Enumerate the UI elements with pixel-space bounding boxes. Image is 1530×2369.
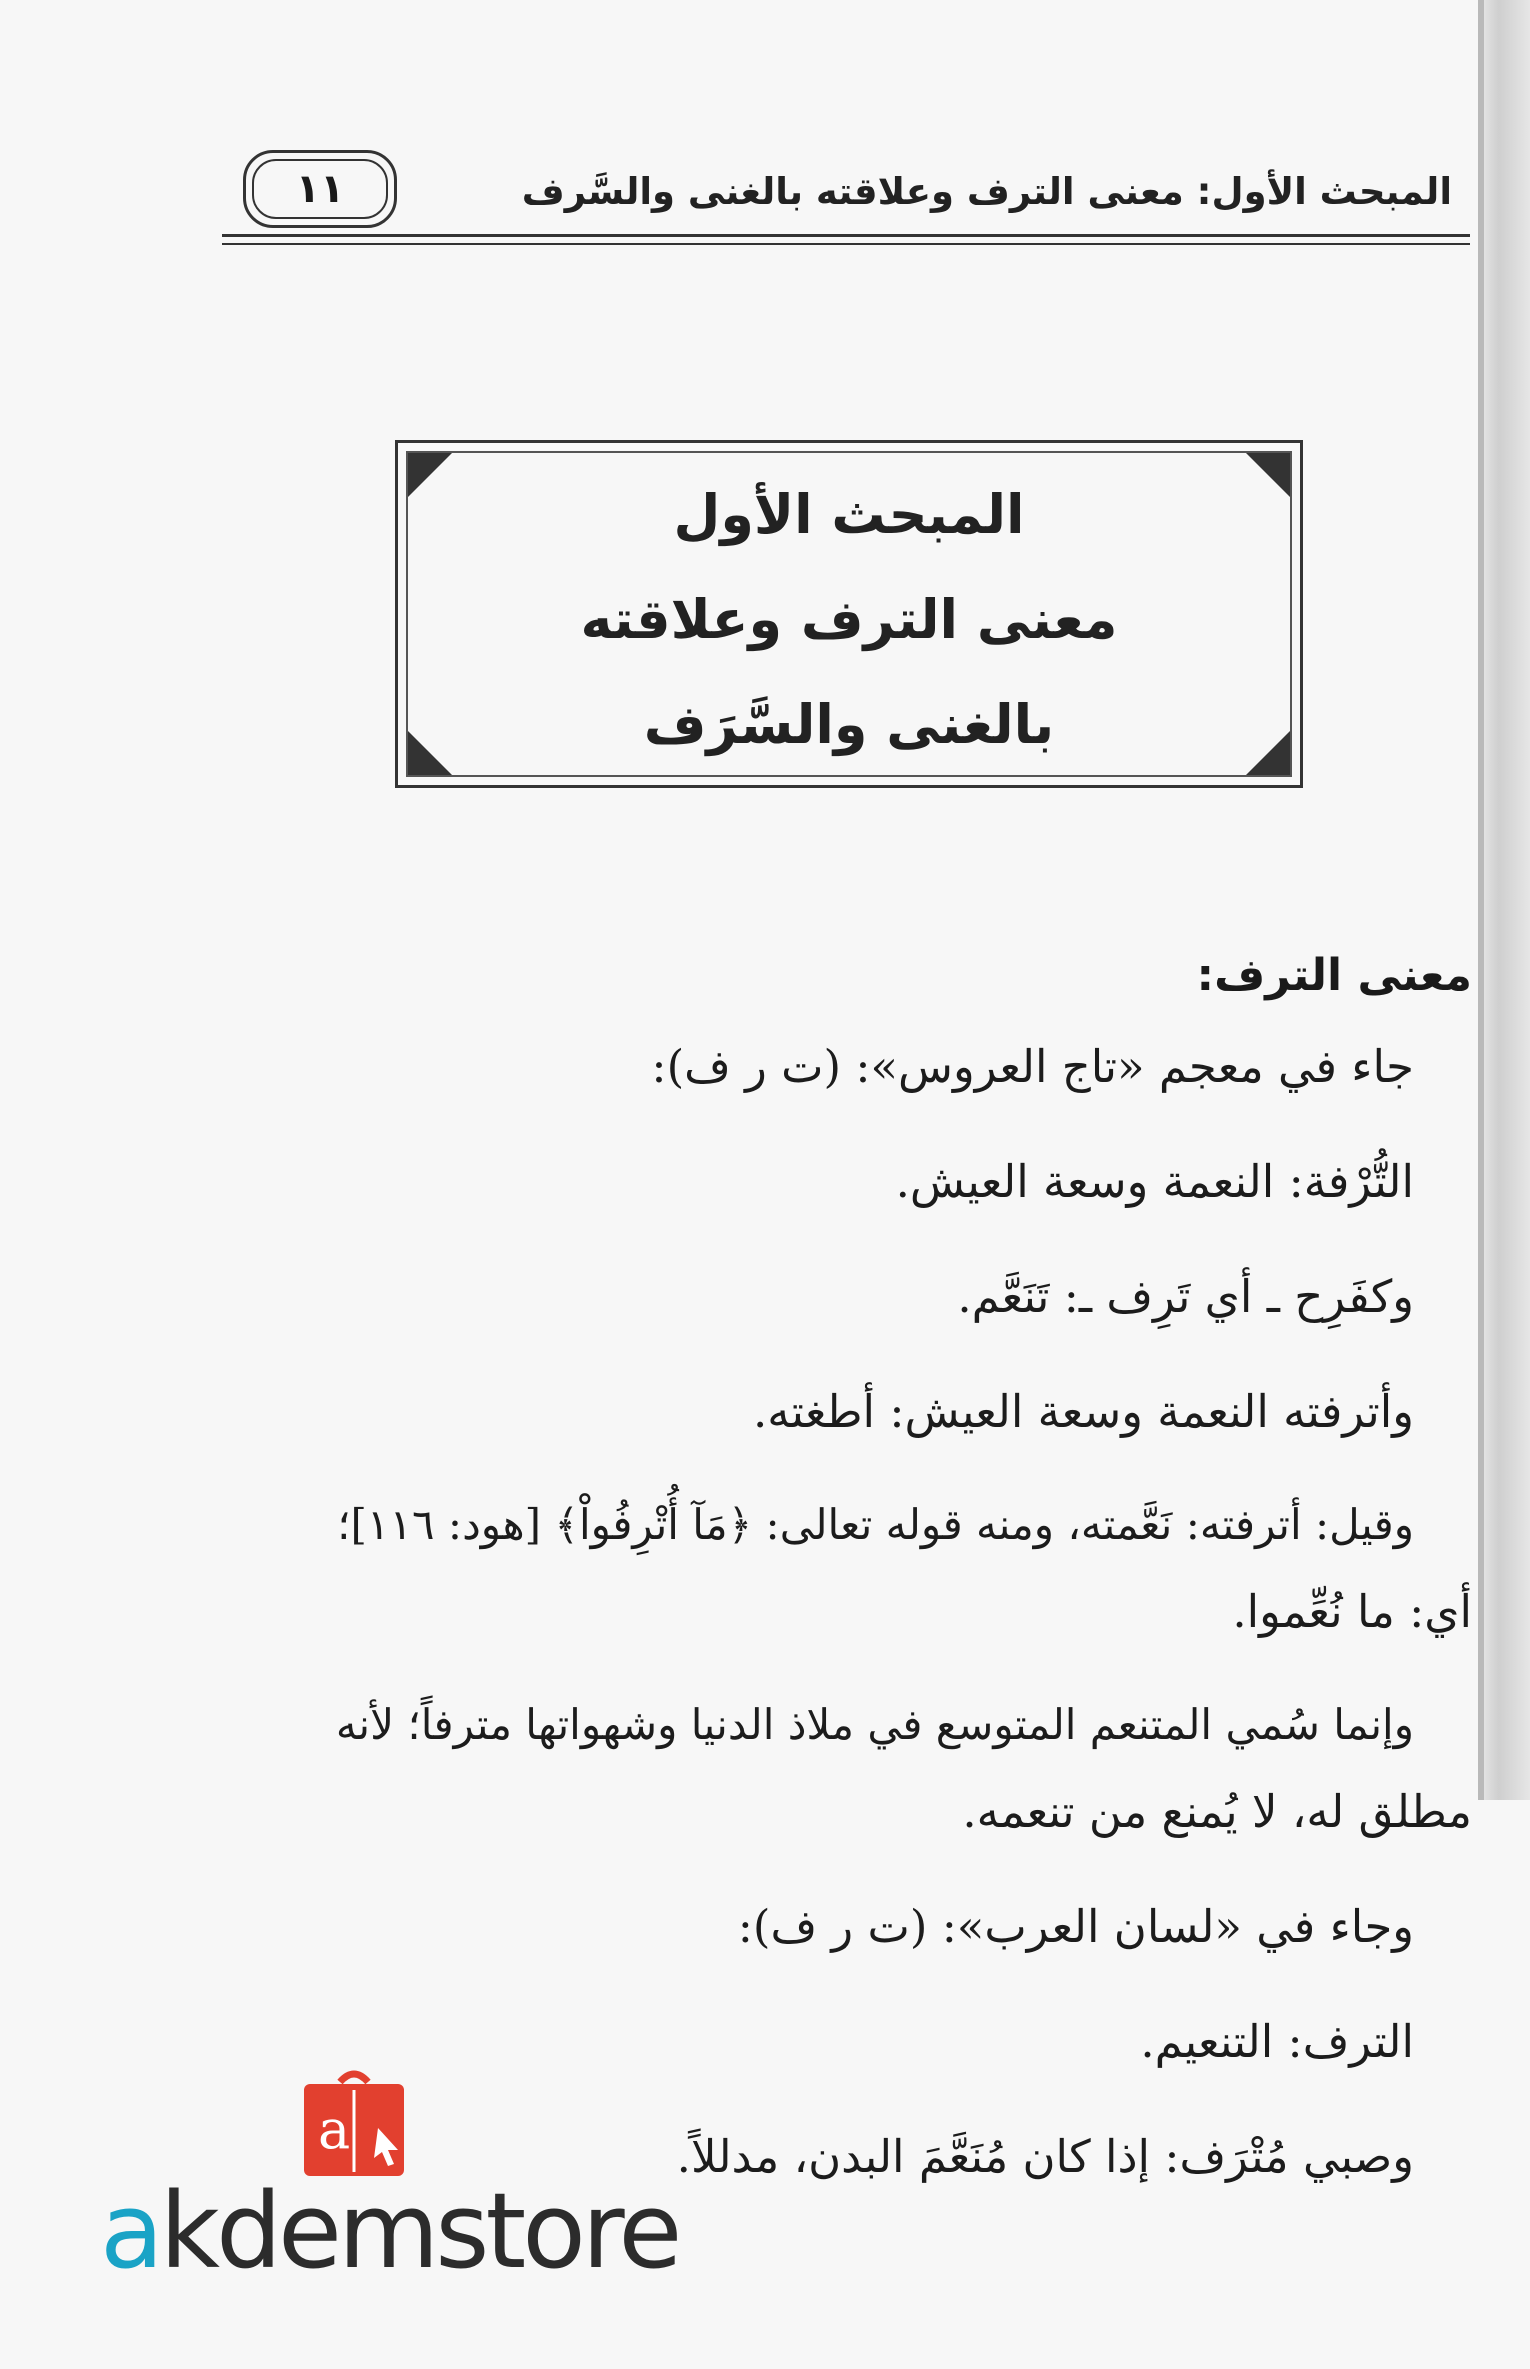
- ornament-corner-icon: [1246, 453, 1290, 497]
- logo-a: a: [100, 2170, 160, 2292]
- logo-text: kdemstore: [159, 2170, 679, 2292]
- chapter-title-line-2: معنى الترف وعلاقته: [580, 588, 1118, 651]
- page-number: ١١: [295, 166, 345, 212]
- section-heading: معنى الترف:: [1196, 950, 1472, 1001]
- page-edge: [1478, 0, 1530, 1800]
- ornament-corner-icon: [1246, 731, 1290, 775]
- chapter-title-box: [395, 440, 1303, 788]
- akdemstore-logo: [100, 2170, 678, 2292]
- paragraph-2: التُّرْفة: النعمة وسعة العيش.: [895, 1155, 1414, 1208]
- ornament-corner-icon: [408, 453, 452, 497]
- paragraph-5-line-2: أي: ما نُعِّموا.: [1232, 1585, 1472, 1638]
- ornament-corner-icon: [408, 731, 452, 775]
- page-number-frame: [243, 150, 397, 228]
- running-header-title: المبحث الأول: معنى الترف وعلاقته بالغنى والسَّرف: [521, 170, 1452, 213]
- paragraph-4: وأترفته النعمة وسعة العيش: أطغته.: [752, 1385, 1414, 1438]
- header-rule-secondary: [222, 243, 1470, 245]
- logo-icon-letter: a: [318, 2098, 351, 2161]
- page-edge-shadow: [1478, 0, 1484, 1800]
- paragraph-6-line-2: مطلق له، لا يُمنع من تنعمه.: [962, 1785, 1472, 1838]
- paragraph-1: جاء في معجم «تاج العروس»: (ت ر ف):: [651, 1040, 1414, 1093]
- header-rule: [222, 234, 1470, 237]
- paragraph-7: وجاء في «لسان العرب»: (ت ر ف):: [737, 1900, 1414, 1953]
- chapter-title-line-1: المبحث الأول: [673, 483, 1025, 546]
- akdemstore-book-icon: [300, 2068, 408, 2178]
- paragraph-3: وكفَرِح ـ أي تَرِف ـ: تَنَعَّم.: [957, 1270, 1414, 1323]
- paragraph-5-line-1: وقيل: أترفته: نَعَّمته، ومنه قوله تعالى: ﴿مَآ أُتْرِفُواْ﴾ [هود: ١١٦]؛: [337, 1500, 1414, 1549]
- paragraph-8: الترف: التنعيم.: [1140, 2015, 1414, 2068]
- paragraph-9: وصبي مُتْرَف: إذا كان مُنَعَّمَ البدن، مدللاً.: [676, 2130, 1414, 2183]
- chapter-title-line-3: بالغنى والسَّرَف: [643, 693, 1055, 756]
- paragraph-6-line-1: وإنما سُمي المتنعم المتوسع في ملاذ الدنيا وشهواتها مترفاً؛ لأنه: [335, 1700, 1414, 1749]
